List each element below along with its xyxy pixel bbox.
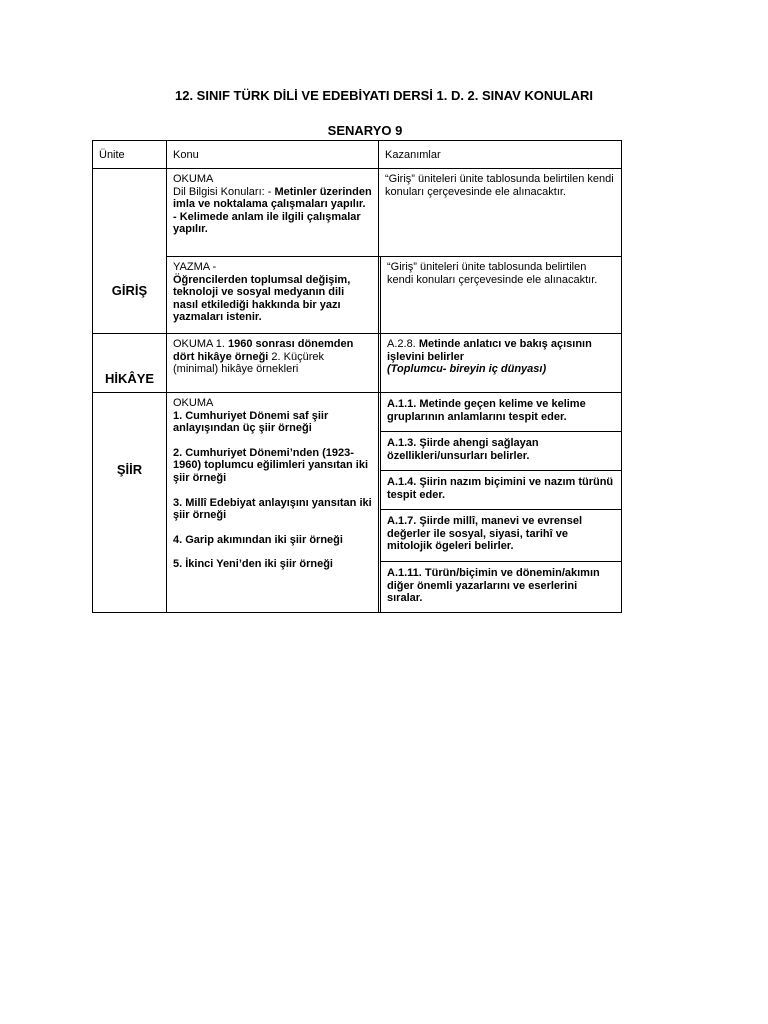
siir-kazanim: [381, 394, 621, 431]
siir-konu-heading: OKUMA: [173, 397, 214, 409]
siir-kazanim-text: A.1.4. Şiirin nazım biçimini ve nazım türünü tespit eder.: [387, 476, 614, 501]
hikaye-konu-tail: 2. Küçürek (minimal) hikâye örnekleri: [173, 350, 325, 376]
siir-kazanim: [381, 511, 621, 561]
header-unite: Ünite: [99, 149, 125, 161]
giris-okuma-text: [173, 186, 372, 211]
giris-okuma-bold1: Metinler üzerinden imla ve noktalama çalışmaları yapılır.: [173, 185, 372, 211]
siir-konu-item: 2. Cumhuriyet Dönemi’nden (1923-1960) toplumcu eğilimleri yansıtan iki şiir örneği: [173, 446, 369, 484]
giris-yazma-kazanim: “Giriş” üniteleri ünite tablosunda belirtilen kendi konuları çerçevesinde ele alınacaktır.: [387, 261, 598, 286]
giris-okuma-lead: Dil Bilgisi Konuları: -: [173, 185, 272, 198]
siir-konu-item: 1. Cumhuriyet Dönemi saf şiir anlayışından üç şiir örneği: [173, 409, 329, 435]
giris-okuma-kazanim: “Giriş” üniteleri ünite tablosunda belirtilen kendi konuları çerçevesinde ele alınacaktır.: [385, 173, 614, 198]
unit-giris: GİRİŞ: [111, 283, 148, 298]
giris-yazma-bold: Öğrencilerden toplumsal değişim, teknoloji ve sosyal medyanın dili nasıl etkilediği hakkında bir yazı yazmaları istenir.: [173, 273, 351, 324]
giris-yazma-konu: [167, 257, 378, 333]
siir-kazanim-text: A.1.3. Şiirde ahengi sağlayan özellikleri/unsurları belirler.: [387, 437, 539, 462]
siir-kazanim-text: A.1.1. Metinde geçen kelime ve kelime gruplarının anlamlarını tespit eder.: [387, 398, 586, 423]
header-kazanimlar: Kazanımlar: [385, 149, 441, 161]
siir-konu-item: 5. İkinci Yeni’den iki şiir örneği: [173, 558, 333, 571]
siir-kazanim: [381, 472, 621, 509]
row-divider-siir-2: [380, 470, 621, 471]
hikaye-konu: [167, 334, 378, 392]
header-konu: Konu: [173, 149, 199, 161]
page-title: 12. SINIF TÜRK DİLİ VE EDEBİYATI DERSİ 1. D. 2. SINAV KONULARI: [175, 88, 593, 103]
siir-konu-item: 4. Garip akımından iki şiir örneği: [173, 533, 343, 546]
siir-konu: [167, 393, 378, 612]
hikaye-konu-lead: OKUMA 1.: [173, 338, 225, 350]
siir-kazanim: [381, 433, 621, 470]
row-divider-siir-3: [380, 509, 621, 510]
hikaye-kazanim: [381, 334, 621, 392]
row-divider-siir-1: [380, 431, 621, 432]
unit-hikaye: HİKÂYE: [104, 371, 155, 386]
scenario-title: SENARYO 9: [327, 123, 403, 138]
unit-siir: ŞİİR: [116, 462, 143, 477]
hikaye-konu-bold: 1960 sonrası dönemden dört hikâye örneği: [173, 338, 354, 363]
siir-kazanim-text: A.1.11. Türün/biçimin ve dönemin/akımın diğer önemli yazarlarını ve eserlerini sıralar.: [387, 567, 600, 605]
hikaye-kazanim-italic: (Toplumcu- bireyin iç dünyası): [387, 363, 547, 376]
giris-yazma-heading: YAZMA -: [173, 261, 217, 273]
siir-kazanim: [381, 563, 621, 612]
hikaye-kazanim-code: A.2.8.: [387, 338, 416, 350]
giris-okuma-heading: OKUMA: [173, 173, 214, 185]
giris-okuma-bold2: - Kelimede anlam ile ilgili çalışmalar yapılır.: [173, 210, 361, 236]
siir-kazanim-text: A.1.7. Şiirde millî, manevi ve evrensel değerler ile sosyal, siyasi, tarihî ve mitolojik ögeleri belirler.: [387, 515, 583, 553]
hikaye-kazanim-bold: Metinde anlatıcı ve bakış açısının işlevini belirler: [387, 338, 592, 363]
siir-konu-item: 3. Millî Edebiyat anlayışını yansıtan iki şiir örneği: [173, 496, 372, 522]
row-divider-siir-4: [380, 561, 621, 562]
exam-topics-table: [92, 140, 622, 613]
giris-okuma-konu: [167, 169, 378, 256]
